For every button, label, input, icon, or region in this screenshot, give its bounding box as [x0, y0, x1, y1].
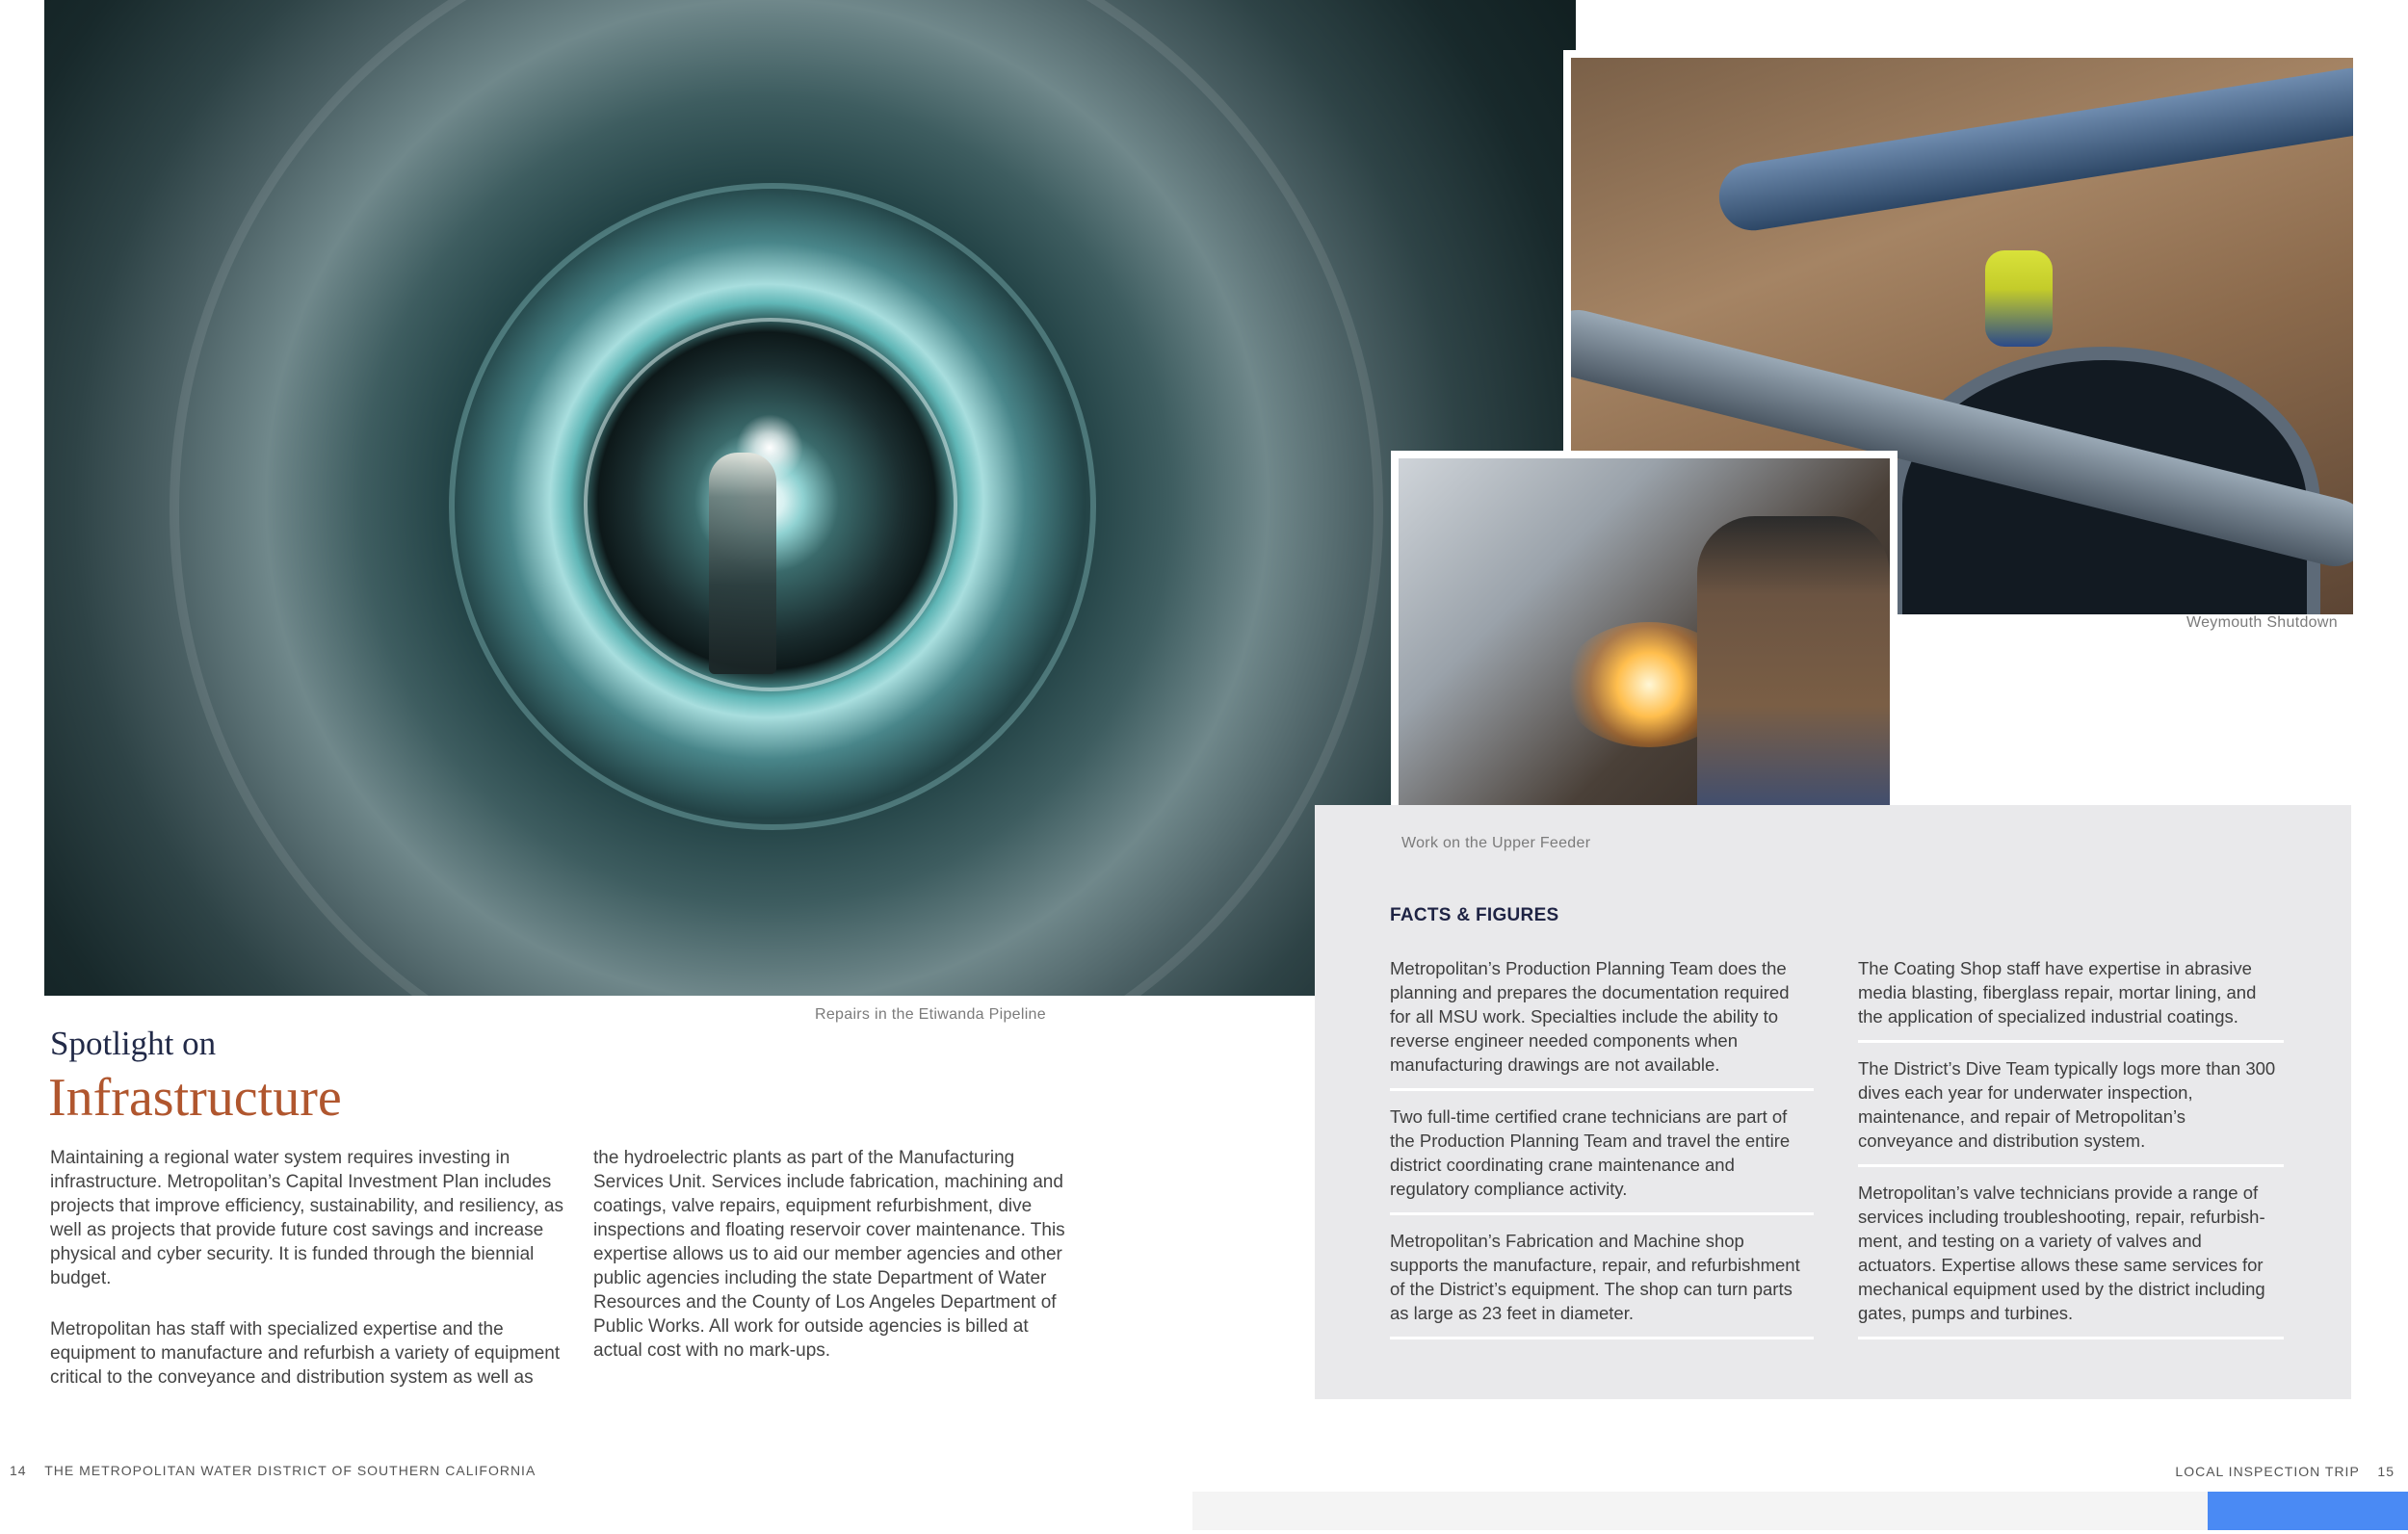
steel-pipe — [1714, 64, 2361, 236]
welder-figure — [709, 453, 776, 674]
tunnel-caption: Repairs in the Etiwanda Pipeline — [815, 1006, 1046, 1023]
feeder-caption: Work on the Upper Feeder — [1401, 835, 1591, 851]
fact-item: Metropolitan’s valve technicians provide a range of services including troubleshooting, repair, refurbish-ment, and testing on a variety of valves and actuators. Expertise allows these same services for mechanical equipment used by the district including gates, pumps and turbines. — [1858, 1181, 2284, 1339]
facts-heading: FACTS & FIGURES — [1390, 905, 1559, 925]
fact-item: Two full-time certified crane technicians are part of the Production Planning Team and travel the entire district coordinating crane maintenance and regulatory compliance activity. — [1390, 1105, 1814, 1215]
worker-figure — [1985, 250, 2053, 347]
body-column-2 — [593, 1146, 1080, 1390]
section-title: Infrastructure — [48, 1068, 342, 1128]
fact-item: The Coating Shop staff have expertise in abrasive media blasting, fiberglass repair, mortar lining, and the application of specialized industrial coatings. — [1858, 956, 2284, 1043]
tunnel-ring — [170, 0, 1383, 996]
body-paragraph: Maintaining a regional water system requires investing in infrastructure. Metropolitan’s Capital Investment Plan includes projects that improve efficiency, sustainability, and resiliency, as well as projects that provide future cost savings and increase physical and cyber security. It is funded through the biennial budget. — [50, 1148, 563, 1288]
bottom-accent-bar — [2208, 1492, 2408, 1530]
fact-item: Metropolitan’s Fabrication and Machine shop supports the manufacture, repair, and refurbishment of the District’s equipment. The shop can turn parts as large as 23 feet in diameter. — [1390, 1229, 1814, 1339]
fact-item: Metropolitan’s Production Planning Team does the planning and prepares the documentation required for all MSU work. Specialties include the ability to reverse engineer needed components when manufacturing drawings are not available. — [1390, 956, 1814, 1091]
footer-right — [2175, 1464, 2395, 1479]
section-kicker: Spotlight on — [50, 1025, 217, 1062]
page-number-right: 15 — [2377, 1464, 2395, 1479]
body-paragraph: the hydroelectric plants as part of the Manufacturing Services Unit. Services include fabrication, machining and coatings, valve repairs, equipment refurbishment, dive inspections and floating reservoir cover maintenance. This expertise allows us to aid our member agencies and other public agencies including the state Department of Water Resources and the County of Los Angeles Department of Public Works. All work for outside agencies is billed at actual cost with no mark-ups. — [593, 1148, 1065, 1361]
page-number-left: 14 — [10, 1463, 27, 1478]
facts-column-left — [1390, 956, 1814, 1353]
weymouth-caption: Weymouth Shutdown — [2186, 614, 2338, 631]
body-paragraph: Metropolitan has staff with specialized expertise and the equipment to manufacture and refurbish a variety of equipment critical to the conveyance and distribution system as well as — [50, 1319, 561, 1388]
footer-left — [10, 1463, 536, 1478]
fact-item: The District’s Dive Team typically logs more than 300 dives each year for underwater inspection, maintenance, and repair of Metropolitan’s conveyance and distribution system. — [1858, 1056, 2284, 1167]
welder-figure — [1697, 516, 1890, 832]
upper-feeder-photo — [1391, 451, 1898, 840]
footer-title: LOCAL INSPECTION TRIP — [2175, 1464, 2360, 1479]
footer-publisher: THE METROPOLITAN WATER DISTRICT OF SOUTHERN CALIFORNIA — [44, 1463, 537, 1478]
facts-column-right — [1858, 956, 2284, 1353]
body-column-1 — [50, 1146, 565, 1417]
